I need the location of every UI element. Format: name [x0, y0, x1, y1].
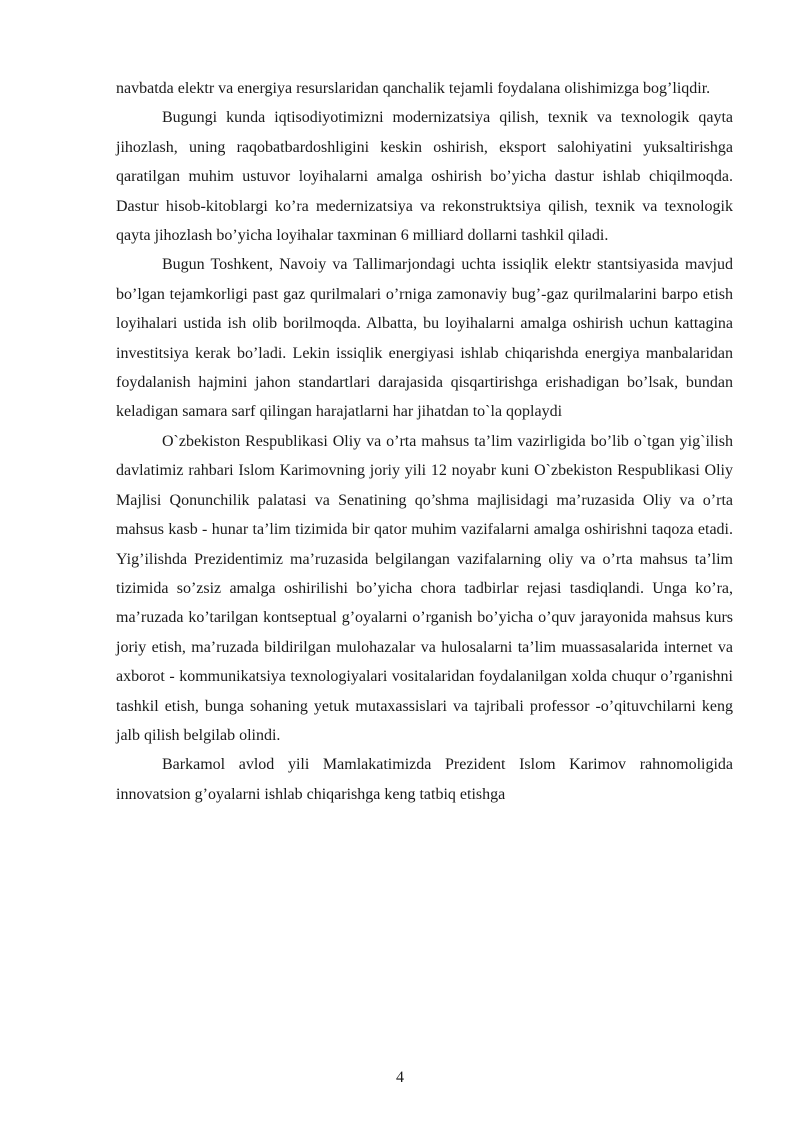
paragraph-power-stations: Bugun Toshkent, Navoiy va Tallimarjondagi uchta issiqlik elektr stantsiyasida mavjud bo’lgan tejamkorligi past gaz qurilmalari o’rniga zamonaviy bug’-gaz qurilmalarini barpo etish loyihalari ustida ish olib borilmoqda. Albatta, bu loyihalarni amalga oshirish uchun kattagina investitsiya kerak bo’ladi. Lekin issiqlik energiyasi ishlab chiqarishda energiya manbalaridan foydalanish hajmini jahon standartlari darajasida qisqartirishga erishadigan bo’lsak, bundan keladigan samara sarf qilingan harajatlarni har jihatdan to`la qoplaydi [116, 256, 733, 421]
paragraph-barkamol-avlod: Barkamol avlod yili Mamlakatimizda Prezident Islom Karimov rahnomoligida innovatsion g’oyalarni ishlab chiqarishga keng tatbiq etishga [116, 756, 733, 803]
document-body [116, 74, 733, 809]
paragraph-ministry-meeting: O`zbekiston Respublikasi Oliy va o’rta mahsus ta’lim vazirligida bo’lib o`tgan yig`ilish davlatimiz rahbari Islom Karimovning joriy yili 12 noyabr kuni O`zbekiston Respublikasi Oliy Majlisi Qonunchilik palatasi va Senatining qo’shma majlisidagi ma’ruzasida Oliy va o’rta mahsus kasb - hunar ta’lim tizimida bir qator muhim vazifalarni amalga oshirishni taqoza etadi. Yig’ilishda Prezidentimiz ma’ruzasida belgilangan vazifalarning oliy va o’rta mahsus ta’lim tizimida so’zsiz amalga oshirilishi bo’yicha chora tadbirlar rejasi tasdiqlandi. Unga ko’ra, ma’ruzada ko’tarilgan kontseptual g’oyalarni o’rganish bo’yicha o’quv jarayonida mahsus kurs joriy etish, ma’ruzada bildirilgan mulohazalar va hulosalarni ta’lim muassasalarida internet va axborot - kommunikatsiya texnologiyalari vositalaridan foydalanilgan xolda chuqur o’rganishni tashkil etish, bunga sohaning yetuk mutaxassislari va tajribali professor -o’qituvchilarni keng jalb qilish belgilab olindi. [116, 432, 733, 744]
paragraph-continuation: navbatda elektr va energiya resurslaridan qanchalik tejamli foydalana olishimizga bog’liqdir. [116, 80, 711, 97]
page-number: 4 [396, 1069, 404, 1086]
paragraph-modernization: Bugungi kunda iqtisodiyotimizni modernizatsiya qilish, texnik va texnologik qayta jihozlash, uning raqobatbardoshligini keskin oshirish, eksport salohiyatini yuksaltirishga qaratilgan muhim ustuvor loyihalarni amalga oshirish bo’yicha dastur ishlab chiqilmoqda. Dastur hisob-kitoblargi ko’ra medernizatsiya va rekonstruktsiya qilish, texnik va texnologik qayta jihozlash bo’yicha loyihalar taxminan 6 milliard dollarni tashkil qiladi. [116, 109, 733, 245]
